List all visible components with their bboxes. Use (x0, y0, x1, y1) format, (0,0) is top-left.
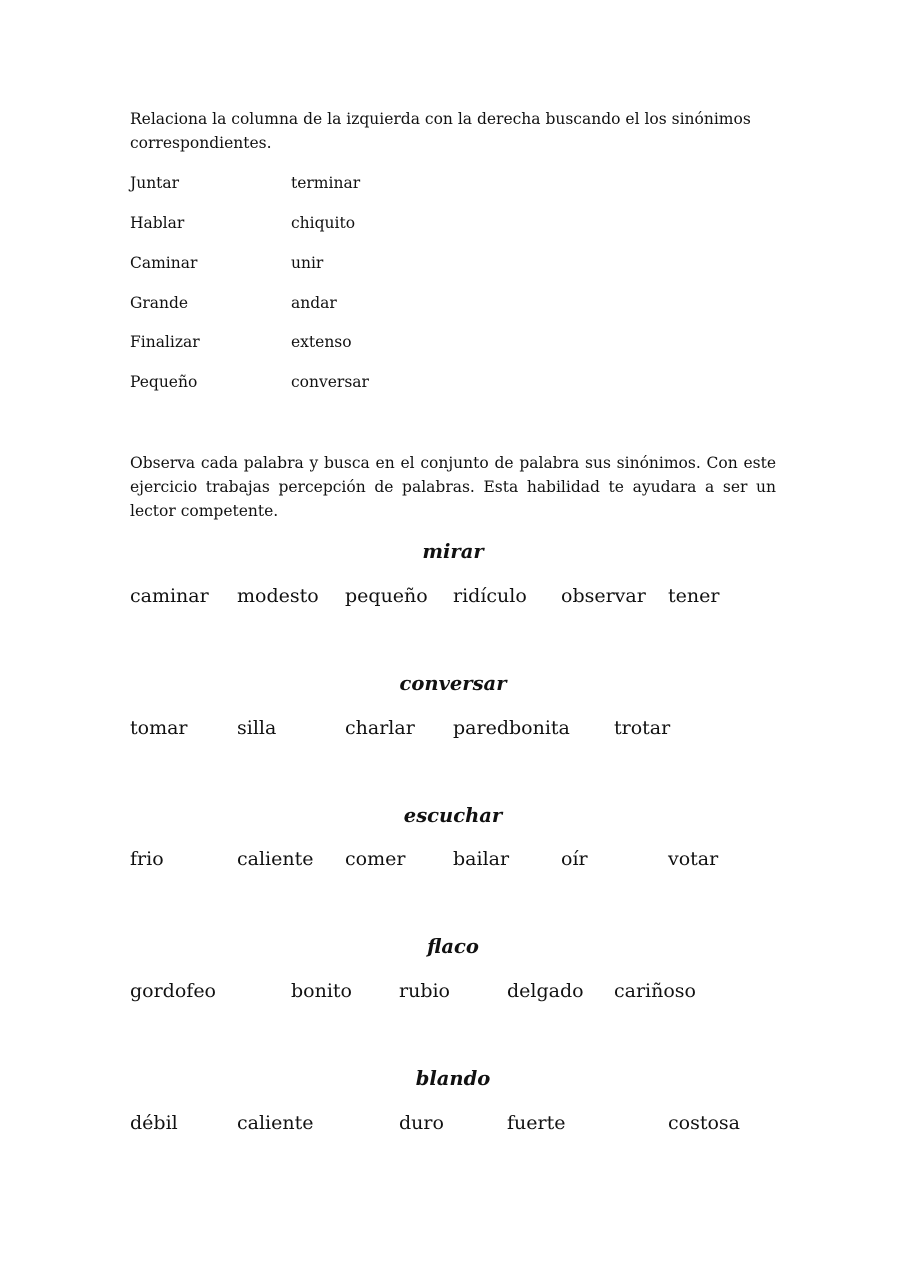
pair-right-word: terminar (291, 174, 361, 192)
target-word: blando (415, 1067, 491, 1090)
option-word: caminar (130, 585, 209, 607)
option-word: charlar (345, 717, 415, 739)
option-word: comer (345, 848, 406, 870)
option-word: trotar (614, 717, 671, 739)
option-word: duro (399, 1112, 444, 1134)
exercise1-instruction: Relaciona la columna de la izquierda con la derecha buscando el los sinónimos correspondientes. (130, 110, 751, 152)
option-word: caliente (237, 848, 314, 870)
option-word: rubio (399, 980, 450, 1002)
option-word: bonito (291, 980, 352, 1002)
option-word: paredbonita (453, 717, 570, 739)
pair-left-word: Juntar (130, 174, 180, 192)
option-word: débil (130, 1112, 178, 1134)
option-word: delgado (507, 980, 584, 1002)
option-word: votar (668, 848, 719, 870)
pair-right-word: andar (291, 294, 337, 312)
option-word: tomar (130, 717, 188, 739)
option-word: silla (237, 717, 277, 739)
option-word: ridículo (453, 585, 527, 607)
pair-right-word: unir (291, 254, 324, 272)
option-word: costosa (668, 1112, 740, 1134)
pair-left-word: Finalizar (130, 333, 200, 351)
target-word: mirar (422, 540, 484, 563)
pair-right-word: extenso (291, 333, 352, 351)
option-word: fuerte (507, 1112, 566, 1134)
pair-left-word: Pequeño (130, 373, 198, 391)
option-word: bailar (453, 848, 510, 870)
pair-left-word: Hablar (130, 214, 185, 232)
option-word: caliente (237, 1112, 314, 1134)
target-word: flaco (427, 935, 479, 958)
pair-right-word: chiquito (291, 214, 356, 232)
option-word: cariñoso (614, 980, 696, 1002)
pair-left-word: Grande (130, 294, 189, 312)
pair-right-word: conversar (291, 373, 369, 391)
target-word: escuchar (403, 804, 503, 827)
target-word: conversar (399, 672, 507, 695)
exercise2-instruction: Observa cada palabra y busca en el conjunto de palabra sus sinónimos. Con este ejercicio trabajas percepción de palabras. Esta habilidad te ayudara a ser un lector competente. (130, 454, 776, 520)
option-word: frio (130, 848, 164, 870)
option-word: gordofeo (130, 980, 217, 1002)
option-word: modesto (237, 585, 319, 607)
option-word: oír (561, 848, 588, 870)
option-word: observar (561, 585, 646, 607)
pair-left-word: Caminar (130, 254, 198, 272)
option-word: pequeño (345, 585, 428, 607)
option-word: tener (668, 585, 720, 607)
